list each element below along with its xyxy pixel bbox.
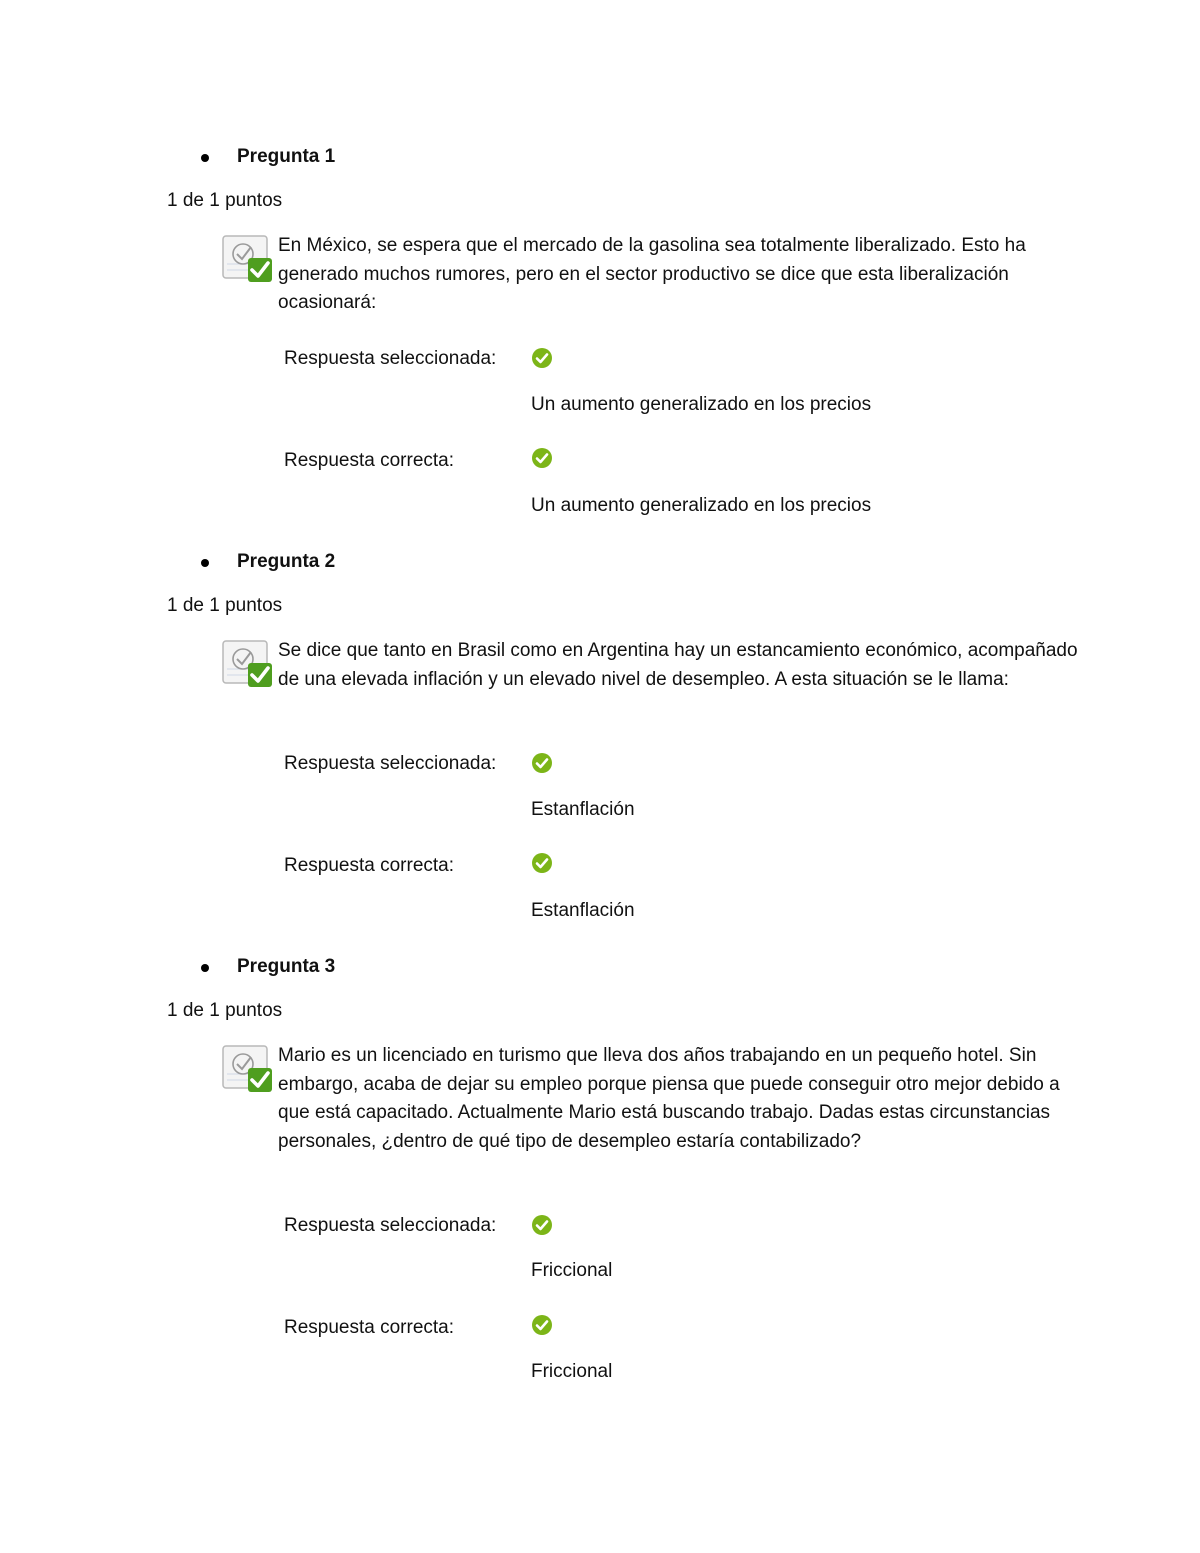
- question-points: 1 de 1 puntos: [167, 1000, 283, 1021]
- bullet-icon: [201, 559, 209, 567]
- question-block-1: [0, 146, 1200, 555]
- correct-answer-label: Respuesta correcta:: [284, 855, 455, 876]
- question-block-2: [0, 551, 1200, 960]
- graded-correct-document-icon: [221, 1044, 275, 1094]
- correct-answer: Estanflación: [531, 900, 635, 921]
- question-text: Mario es un licenciado en turismo que lleva dos años trabajando en un pequeño hotel. Sin embargo, acaba de dejar su empleo porque piensa que puede conseguir otro mejor debido a que está capacitado. Actualmente Mario está buscando trabajo. Dadas estas circunstancias personales, ¿dentro de qué tipo de desempleo estaría contabilizado?: [278, 1045, 1060, 1152]
- correct-answer-label: Respuesta correcta:: [284, 1317, 455, 1338]
- question-text: Se dice que tanto en Brasil como en Argentina hay un estancamiento económico, acompañado de una elevada inflación y un elevado nivel de desempleo. A esta situación se le llama:: [278, 640, 1078, 690]
- correct-answer: Un aumento generalizado en los precios: [531, 495, 872, 516]
- question-title: Pregunta 1: [237, 146, 336, 167]
- selected-answer-label: Respuesta seleccionada:: [284, 348, 497, 369]
- selected-answer-label: Respuesta seleccionada:: [284, 753, 497, 774]
- green-check-circle-icon: [531, 347, 553, 369]
- selected-answer: Un aumento generalizado en los precios: [531, 394, 872, 415]
- question-points: 1 de 1 puntos: [167, 190, 283, 211]
- correct-answer: Friccional: [531, 1361, 613, 1382]
- question-points: 1 de 1 puntos: [167, 595, 283, 616]
- selected-answer-label: Respuesta seleccionada:: [284, 1215, 497, 1236]
- selected-answer: Estanflación: [531, 799, 635, 820]
- green-check-circle-icon: [531, 852, 553, 874]
- question-text: En México, se espera que el mercado de la gasolina sea totalmente liberalizado. Esto ha generado muchos rumores, pero en el sector productivo se dice que esta liberalización ocasionará:: [278, 235, 1026, 314]
- bullet-icon: [201, 154, 209, 162]
- question-title: Pregunta 2: [237, 551, 336, 572]
- green-check-circle-icon: [531, 1214, 553, 1236]
- green-check-circle-icon: [531, 1314, 553, 1336]
- graded-correct-document-icon: [221, 639, 275, 689]
- correct-answer-label: Respuesta correcta:: [284, 450, 455, 471]
- green-check-circle-icon: [531, 447, 553, 469]
- graded-correct-document-icon: [221, 234, 275, 284]
- bullet-icon: [201, 964, 209, 972]
- question-title: Pregunta 3: [237, 956, 336, 977]
- selected-answer: Friccional: [531, 1260, 613, 1281]
- green-check-circle-icon: [531, 752, 553, 774]
- question-block-3: [0, 956, 1200, 1410]
